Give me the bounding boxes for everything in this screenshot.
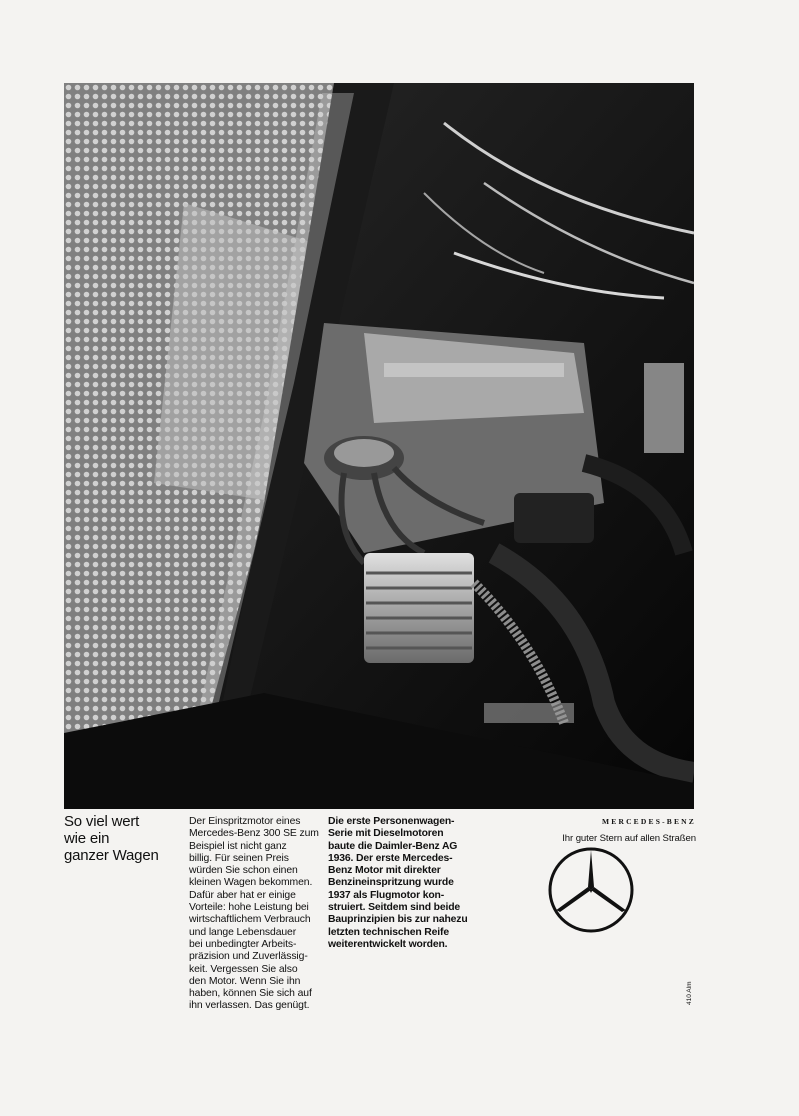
- body-text: Der Einspritzmotor eines Mercedes-Benz 300 SE zum Beispiel ist nicht ganz billig. Für seinen Preis würden Sie schon einen kleinen Wagen bekommen. Dafür aber hat er einige Vorteile: hohe Leistung bei wirtschaftlichem Verbrauch und lange Lebensdauer bei unbedingter Arbeits- präzision und Zuverlässig- keit. Vergessen Sie also den Motor. Wenn Sie ihn haben, können Sie sich auf ihn verlassen. Das genügt.: [189, 816, 319, 1012]
- tagline: Ihr guter Stern auf allen Straßen: [562, 833, 696, 844]
- history-text: Die erste Personenwagen- Serie mit Dieselmotoren baute die Daimler-Benz AG 1936. Der erste Mercedes- Benz Motor mit direkter Benzineinspritzung wurde 1937 als Flugmotor kon- struiert. Seitdem sind beide Bauprinzipien bis zur nahezu letzten technischen Reife weiterentwickelt worden.: [328, 816, 468, 950]
- engine-illustration: [64, 83, 694, 809]
- three-pointed-star-icon: [547, 846, 635, 934]
- engine-photo: [64, 83, 694, 809]
- brand-wordmark: MERCEDES-BENZ: [601, 817, 696, 826]
- ad-code: 410 Alm: [686, 981, 693, 1005]
- headline: So viel wert wie ein ganzer Wagen: [64, 813, 159, 864]
